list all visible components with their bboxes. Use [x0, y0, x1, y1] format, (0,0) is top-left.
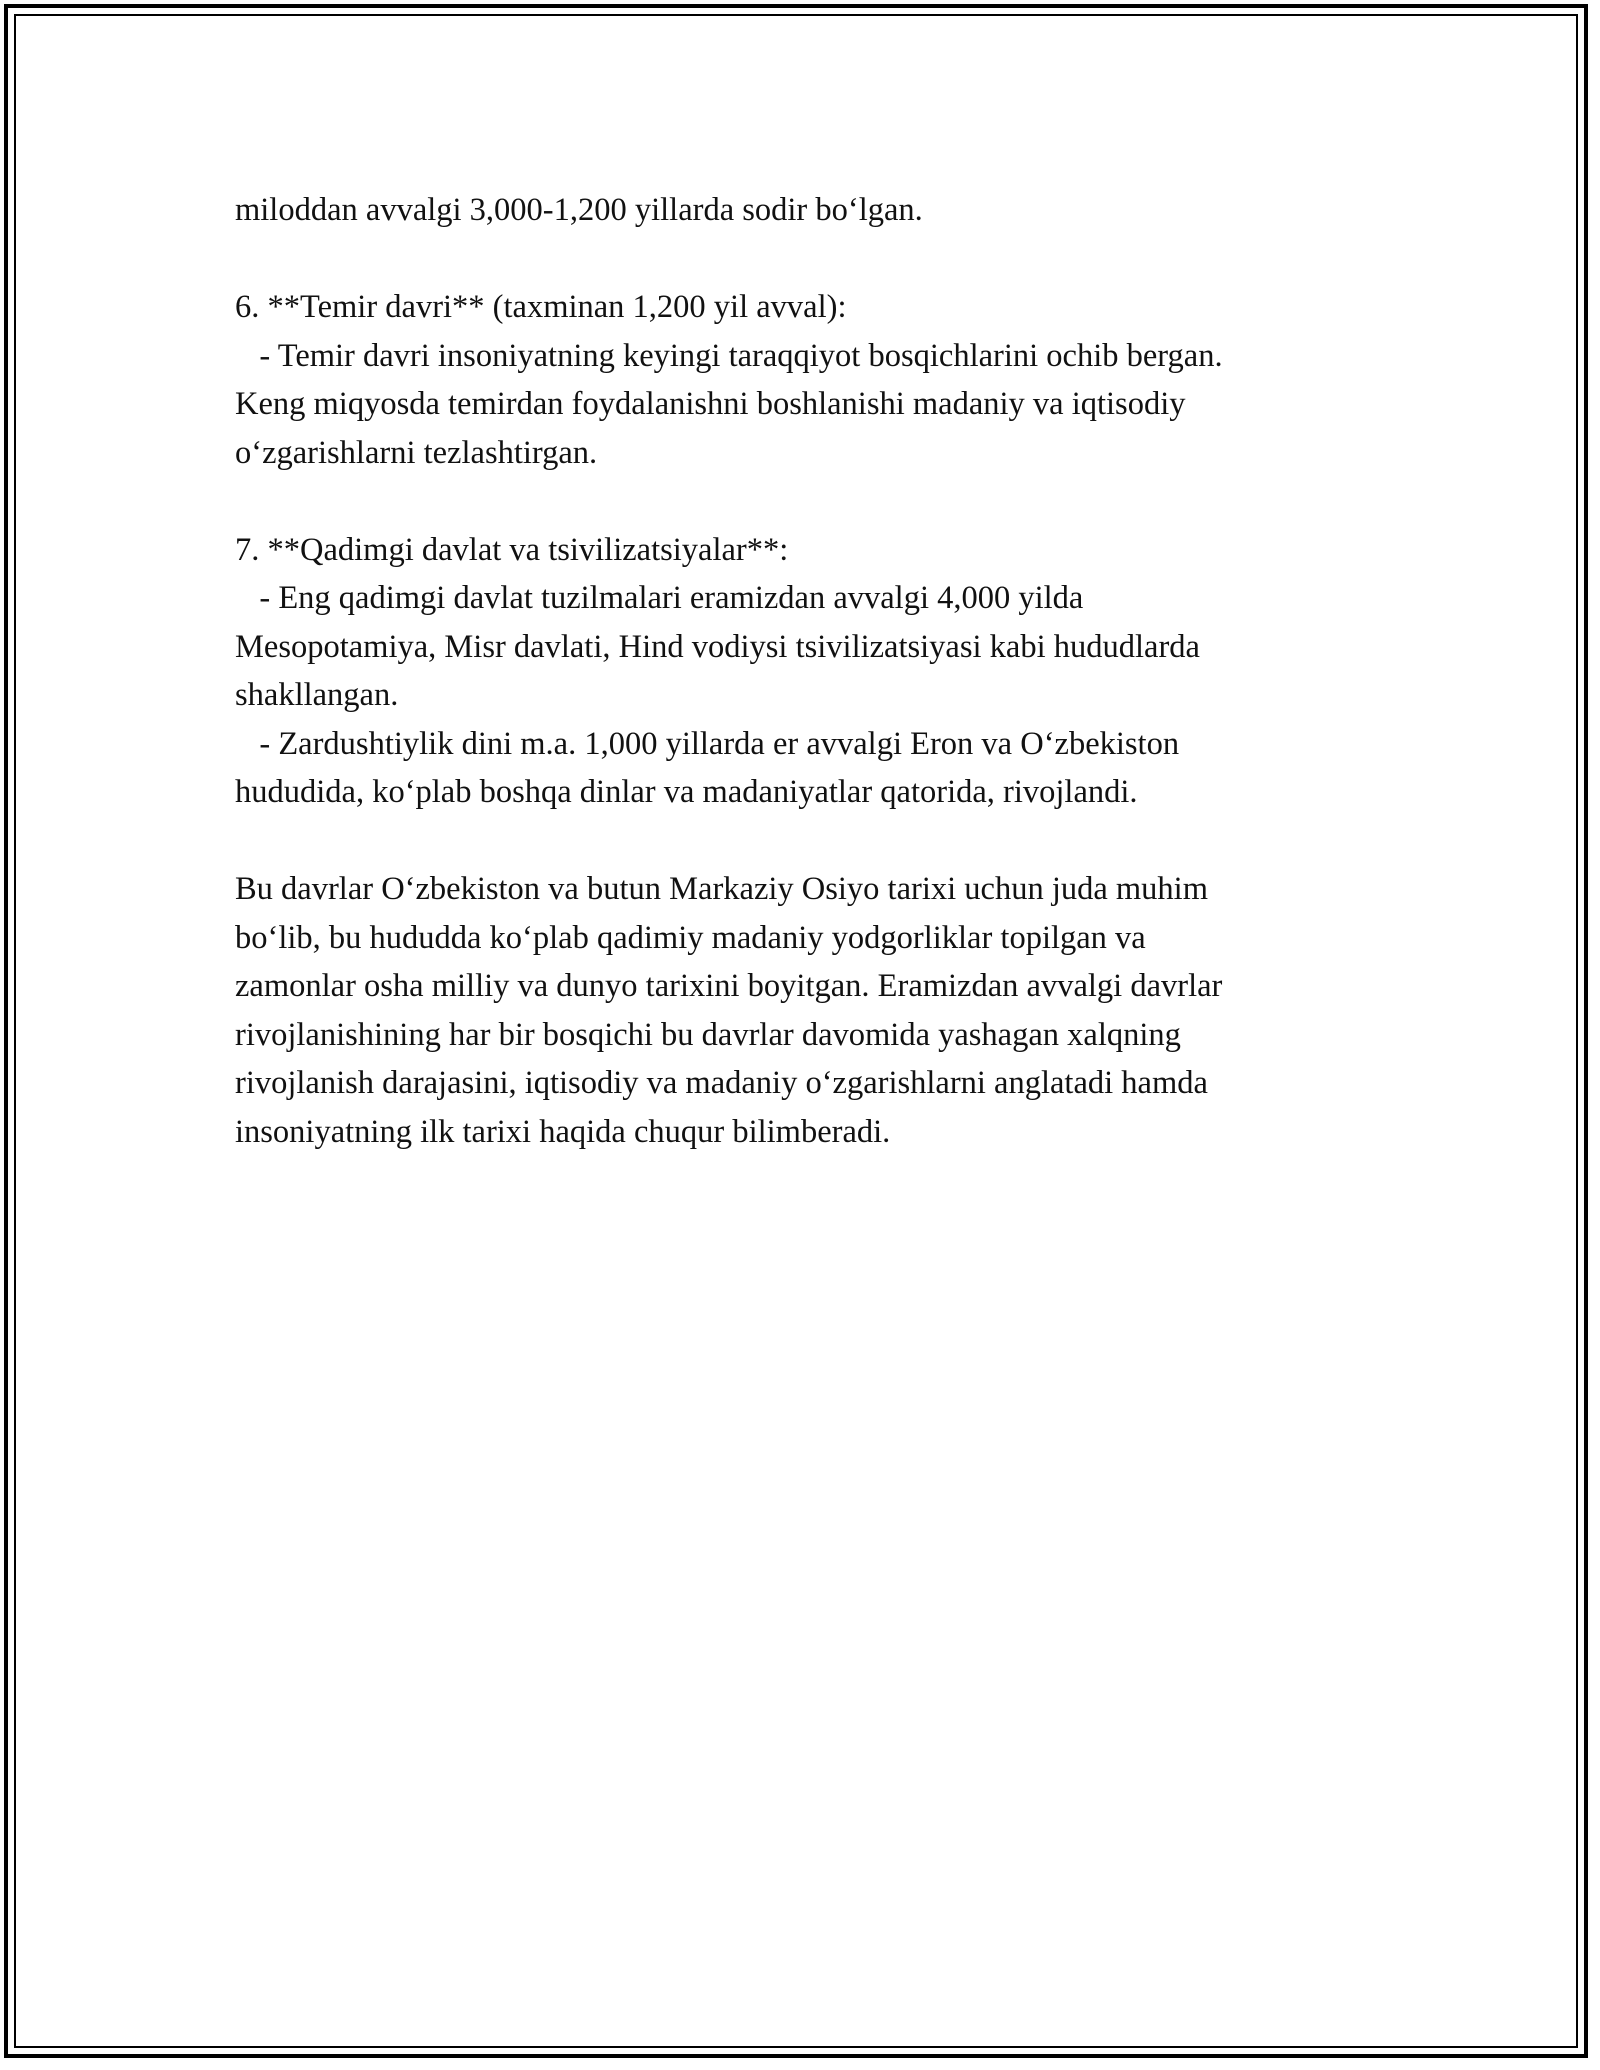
paragraph-iron-age [235, 283, 1385, 477]
paragraph-conclusion [235, 865, 1385, 1156]
paragraph-ancient-states [235, 526, 1385, 817]
text-line: insoniyatning ilk tarixi haqida chuqur bilimberadi. [235, 1113, 891, 1150]
text-line: hududida, ko‘plab boshqa dinlar va madaniyatlar qatorida, rivojlandi. [235, 774, 1138, 810]
text-line: - Temir davri insoniyatning keyingi taraqqiyot bosqichlarini ochib bergan. [235, 337, 1223, 374]
text-line: bo‘lib, bu hududda ko‘plab qadimiy madaniy yodgorliklar topilgan va [235, 919, 1146, 956]
text-line: Bu davrlar O‘zbekiston va butun Markaziy Osiyo tarixi uchun juda muhim [235, 871, 1208, 907]
text-line: - Eng qadimgi davlat tuzilmalari eramizdan avvalgi 4,000 yilda [235, 580, 1084, 616]
list-heading: 6. **Temir davri** (taxminan 1,200 yil avval): [235, 289, 847, 325]
list-heading: 7. **Qadimgi davlat va tsivilizatsiyalar**: [235, 531, 789, 568]
text-line: rivojlanish darajasini, iqtisodiy va madaniy o‘zgarishlarni anglatadi hamda [235, 1065, 1208, 1101]
text-line: o‘zgarishlarni tezlashtirgan. [235, 434, 598, 471]
paragraph-gap [235, 477, 1385, 526]
text-line: Mesopotamiya, Misr davlati, Hind vodiysi tsivilizatsiyasi kabi hududlarda [235, 628, 1200, 665]
paragraph-gap [235, 817, 1385, 866]
paragraph-continuation [235, 186, 1385, 235]
paragraph-gap [235, 235, 1385, 284]
document-body [235, 186, 1385, 1156]
text-line: rivojlanishining har bir bosqichi bu davrlar davomida yashagan xalqning [235, 1016, 1181, 1053]
text-line: miloddan avvalgi 3,000-1,200 yillarda sodir bo‘lgan. [235, 192, 923, 228]
text-line: shakllangan. [235, 677, 399, 713]
text-line: zamonlar osha milliy va dunyo tarixini boyitgan. Eramizdan avvalgi davrlar [235, 968, 1223, 1004]
text-line: Keng miqyosda temirdan foydalanishni boshlanishi madaniy va iqtisodiy [235, 386, 1186, 422]
text-line: - Zardushtiylik dini m.a. 1,000 yillarda er avvalgi Eron va O‘zbekiston [235, 725, 1180, 762]
